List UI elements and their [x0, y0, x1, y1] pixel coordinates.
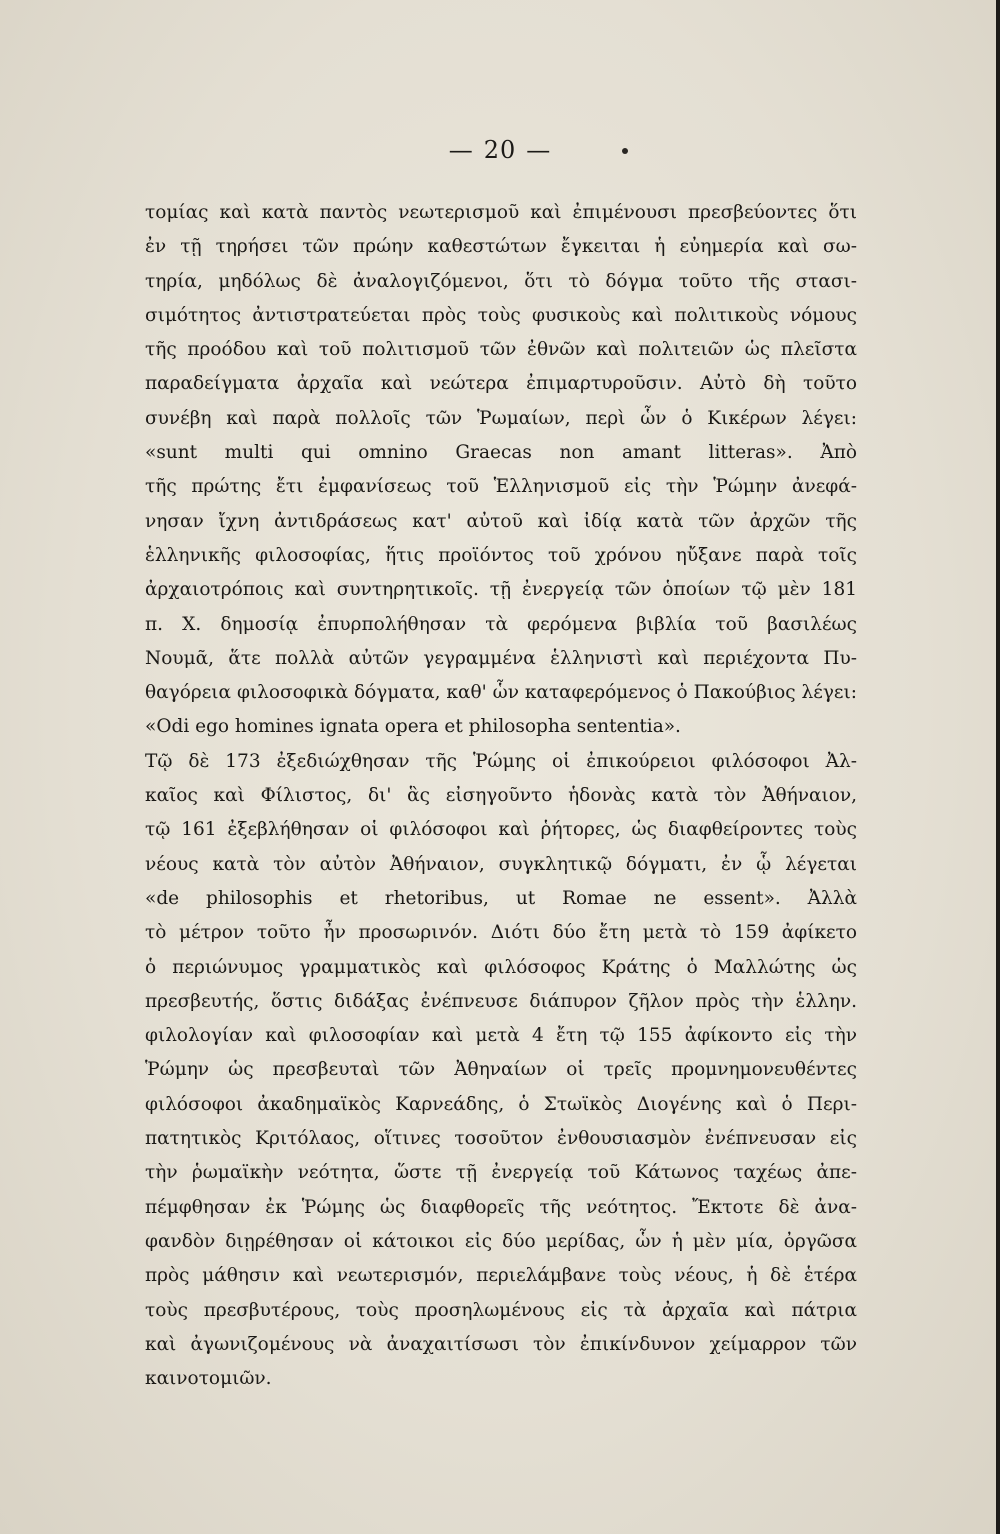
header-dash-left: —	[448, 136, 474, 164]
text-line: τοὺς πρεσβυτέρους, τοὺς προσηλωμένους εἰς τὰ ἀρχαῖα καὶ πάτρια	[145, 1299, 857, 1321]
text-line: π. Χ. δημοσίᾳ ἐπυρπολήθησαν τὰ φερόμενα βιβλία τοῦ βασιλέως	[145, 613, 857, 635]
text-line: «sunt multi qui omnino Graecas non amant litteras». Ἀπὸ	[145, 442, 857, 464]
body-text	[145, 196, 857, 1396]
text-line: τὴν ῥωμαϊκὴν νεότητα, ὥστε τῇ ἐνεργείᾳ τοῦ Κάτωνος ταχέως ἀπε-	[145, 1162, 857, 1184]
text-line: σιμότητος ἀντιστρατεύεται πρὸς τοὺς φυσικοὺς καὶ πολιτικοὺς νόμους	[145, 304, 857, 326]
text-line: καινοτομιῶν.	[145, 1368, 272, 1390]
text-line: πέμφθησαν ἐκ Ῥώμης ὡς διαφθορεῖς τῆς νεότητος. Ἔκτοτε δὲ ἀνα-	[145, 1196, 857, 1218]
text-line: φανδὸν διῃρέθησαν οἱ κάτοικοι εἰς δύο μερίδας, ὧν ἡ μὲν μία, ὀργῶσα	[145, 1230, 857, 1252]
text-line: τὸ μέτρον τοῦτο ἦν προσωρινόν. Διότι δύο ἔτη μετὰ τὸ 159 ἀφίκετο	[145, 922, 857, 944]
print-mark-dot	[622, 148, 628, 154]
text-line: θαγόρεια φιλοσοφικὰ δόγματα, καθ' ὧν καταφερόμενος ὁ Πακούβιος λέγει:	[145, 682, 857, 704]
text-line: ὁ περιώνυμος γραμματικὸς καὶ φιλόσοφος Κράτης ὁ Μαλλώτης ὡς	[145, 956, 857, 978]
text-line: φιλολογίαν καὶ φιλοσοφίαν καὶ μετὰ 4 ἔτη τῷ 155 ἀφίκοντο εἰς τὴν	[145, 1025, 857, 1047]
header-dash-right: —	[526, 136, 552, 164]
text-line: τηρία, μηδόλως δὲ ἀναλογιζόμενοι, ὅτι τὸ δόγμα τοῦτο τῆς στασι-	[145, 270, 857, 292]
text-line: συνέβη καὶ παρὰ πολλοῖς τῶν Ῥωμαίων, περὶ ὧν ὁ Κικέρων λέγει:	[145, 407, 857, 429]
text-line: τῷ 161 ἐξεβλήθησαν οἱ φιλόσοφοι καὶ ῥήτορες, ὡς διαφθείροντες τοὺς	[145, 819, 857, 841]
text-line: καῖος καὶ Φίλιστος, δι' ἃς εἰσηγοῦντο ἡδονὰς κατὰ τὸν Ἀθήναιον,	[145, 785, 857, 807]
text-line: Τῷ δὲ 173 ἐξεδιώχθησαν τῆς Ῥώμης οἱ ἐπικούρειοι φιλόσοφοι Ἀλ-	[145, 750, 857, 772]
text-line: πρεσβευτής, ὅστις διδάξας ἐνέπνευσε διάπυρον ζῆλον πρὸς τὴν ἑλλην.	[145, 990, 857, 1012]
text-line: πρὸς μάθησιν καὶ νεωτερισμόν, περιελάμβανε τοὺς νέους, ἡ δὲ ἑτέρα	[145, 1265, 857, 1287]
page-number: 20	[483, 136, 517, 164]
text-line: ἐν τῇ τηρήσει τῶν πρώην καθεστώτων ἔγκειται ἡ εὐημερία καὶ σω-	[145, 236, 857, 258]
text-line: τομίας καὶ κατὰ παντὸς νεωτερισμοῦ καὶ ἐπιμένουσι πρεσβεύοντες ὅτι	[145, 202, 857, 223]
page-number-header	[0, 136, 1000, 164]
text-line: νησαν ἴχνη ἀντιδράσεως κατ' αὐτοῦ καὶ ἰδίᾳ κατὰ τῶν ἀρχῶν τῆς	[145, 510, 857, 532]
text-line: καὶ ἀγωνιζομένους νὰ ἀναχαιτίσωσι τὸν ἐπικίνδυνον χείμαρρον τῶν	[145, 1333, 857, 1355]
text-line: «Odi ego homines ignata opera et philosopha sententia».	[145, 716, 681, 738]
text-line: νέους κατὰ τὸν αὐτὸν Ἀθήναιον, συγκλητικῷ δόγματι, ἐν ᾧ λέγεται	[145, 853, 857, 875]
text-line: ἀρχαιοτρόποις καὶ συντηρητικοῖς. τῇ ἐνεργείᾳ τῶν ὁποίων τῷ μὲν 181	[145, 579, 857, 601]
text-line: ἑλληνικῆς φιλοσοφίας, ἥτις προϊόντος τοῦ χρόνου ηὔξανε παρὰ τοῖς	[145, 544, 857, 566]
text-line: τῆς πρώτης ἔτι ἐμφανίσεως τοῦ Ἑλληνισμοῦ εἰς τὴν Ῥώμην ἀνεφά-	[145, 476, 857, 498]
page-edge-shadow	[996, 0, 1000, 1534]
text-line: πατητικὸς Κριτόλαος, οἵτινες τοσοῦτον ἐνθουσιασμὸν ἐνέπνευσαν εἰς	[145, 1128, 857, 1150]
text-line: παραδείγματα ἀρχαῖα καὶ νεώτερα ἐπιμαρτυροῦσιν. Αὐτὸ δὴ τοῦτο	[145, 373, 857, 395]
text-line: Νουμᾶ, ἅτε πολλὰ αὐτῶν γεγραμμένα ἑλληνιστὶ καὶ περιέχοντα Πυ-	[145, 647, 857, 669]
text-line: Ῥώμην ὡς πρεσβευταὶ τῶν Ἀθηναίων οἱ τρεῖς προμνημονευθέντες	[145, 1059, 857, 1081]
text-line: φιλόσοφοι ἀκαδημαϊκὸς Καρνεάδης, ὁ Στωϊκὸς Διογένης καὶ ὁ Περι-	[145, 1093, 857, 1115]
text-line: «de philosophis et rhetoribus, ut Romae ne essent». Ἀλλὰ	[145, 887, 857, 909]
text-line: τῆς προόδου καὶ τοῦ πολιτισμοῦ τῶν ἐθνῶν καὶ πολιτειῶν ὡς πλεῖστα	[145, 339, 857, 361]
